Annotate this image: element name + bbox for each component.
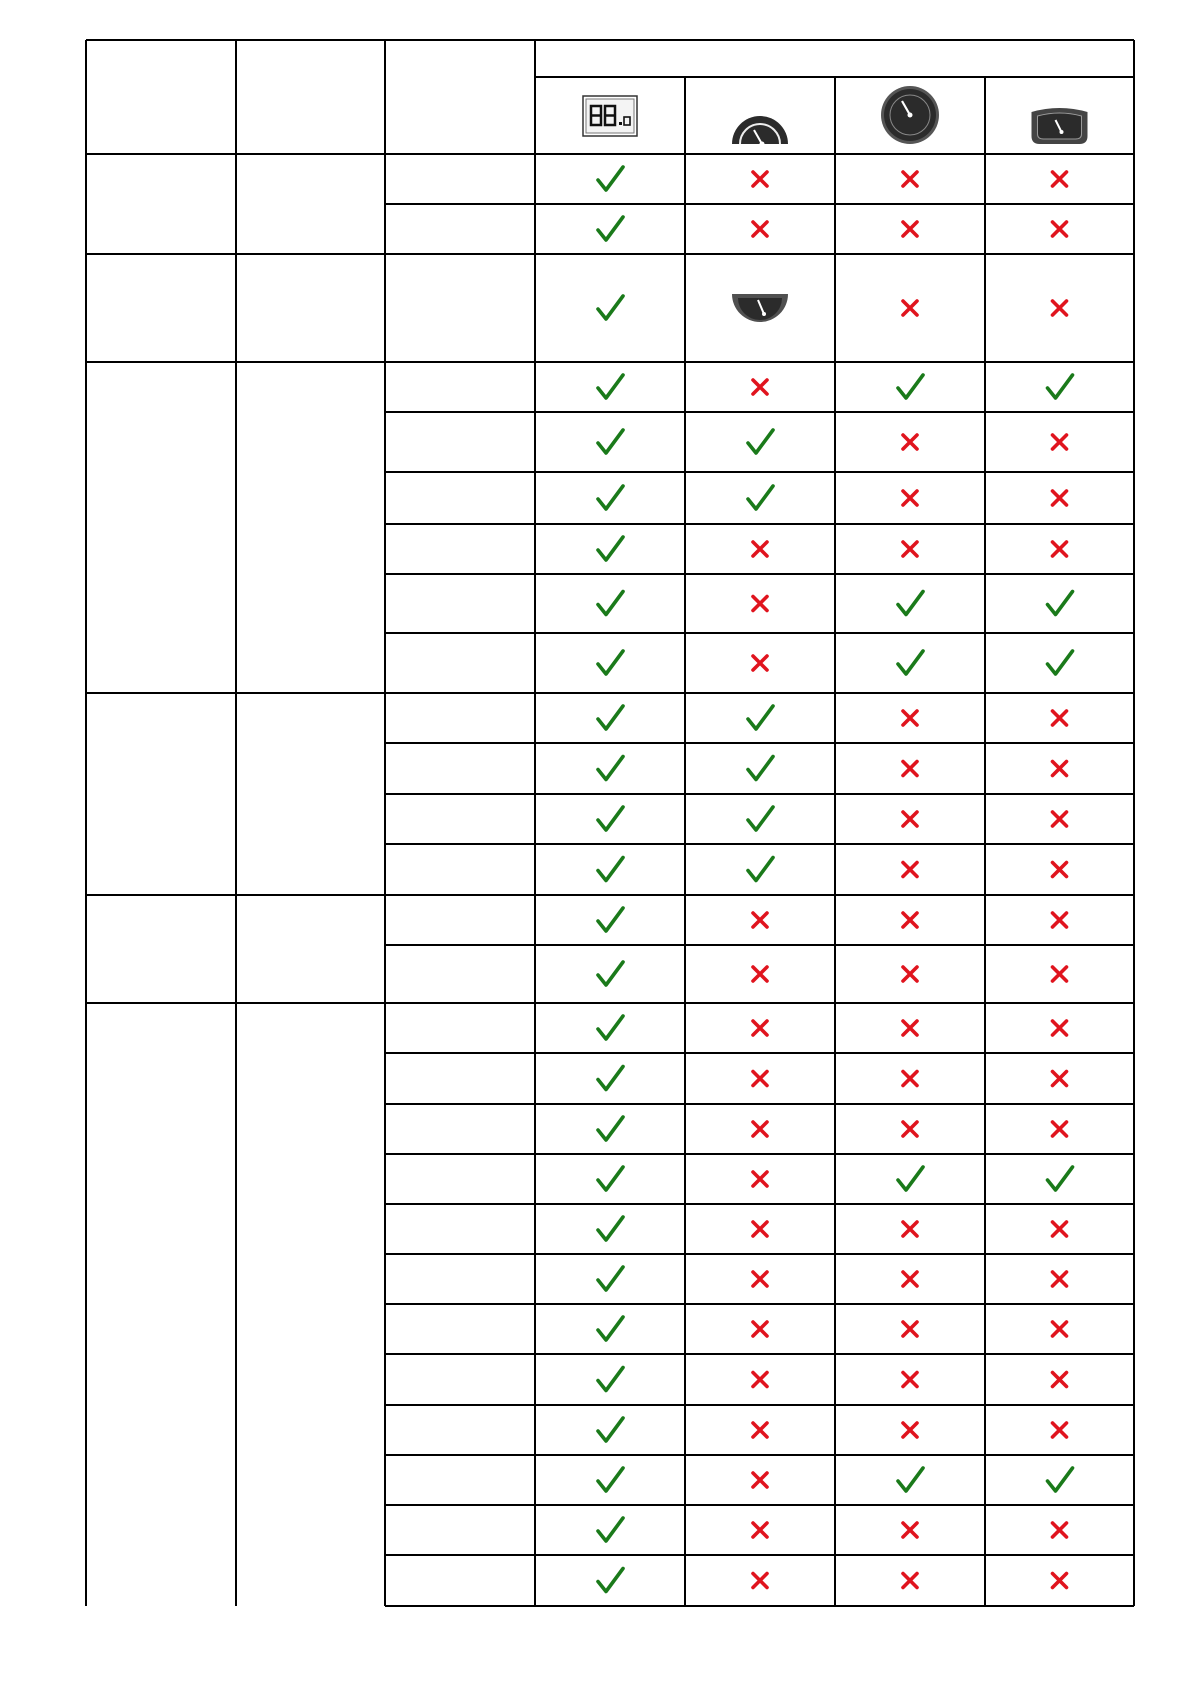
check-icon bbox=[598, 651, 623, 674]
cross-icon bbox=[753, 380, 767, 394]
cross-icon bbox=[753, 222, 767, 236]
cross-icon bbox=[753, 1272, 767, 1286]
cross-icon bbox=[1053, 542, 1067, 556]
cross-icon bbox=[903, 542, 917, 556]
cross-icon bbox=[1053, 1021, 1067, 1035]
cross-icon bbox=[1053, 967, 1067, 981]
cross-icon bbox=[903, 812, 917, 826]
cross-icon bbox=[1053, 812, 1067, 826]
cross-icon bbox=[903, 1021, 917, 1035]
cross-icon bbox=[903, 222, 917, 236]
cross-icon bbox=[753, 1322, 767, 1336]
check-icon bbox=[598, 167, 623, 190]
check-icon bbox=[598, 1468, 623, 1491]
cross-icon bbox=[1053, 1373, 1067, 1387]
cross-icon bbox=[1053, 762, 1067, 776]
cross-icon bbox=[903, 762, 917, 776]
check-icon bbox=[898, 1167, 923, 1190]
check-icon bbox=[748, 430, 773, 453]
check-icon bbox=[1048, 592, 1073, 615]
check-icon bbox=[598, 1067, 623, 1090]
cross-icon bbox=[903, 1373, 917, 1387]
cross-icon bbox=[1053, 1423, 1067, 1437]
check-icon bbox=[748, 807, 773, 830]
check-icon bbox=[598, 1167, 623, 1190]
cross-icon bbox=[1053, 1574, 1067, 1588]
cross-icon bbox=[903, 301, 917, 315]
check-icon bbox=[748, 858, 773, 881]
check-icon bbox=[598, 962, 623, 985]
check-icon bbox=[598, 1569, 623, 1592]
cross-icon bbox=[903, 491, 917, 505]
cross-icon bbox=[903, 1272, 917, 1286]
cross-icon bbox=[903, 863, 917, 877]
cross-icon bbox=[753, 542, 767, 556]
check-icon bbox=[598, 486, 623, 509]
cross-icon bbox=[903, 1523, 917, 1537]
check-icon bbox=[1048, 1167, 1073, 1190]
cross-icon bbox=[753, 967, 767, 981]
check-icon bbox=[598, 908, 623, 931]
cross-icon bbox=[1053, 863, 1067, 877]
cross-icon bbox=[753, 1122, 767, 1136]
cross-icon bbox=[1053, 711, 1067, 725]
cross-icon bbox=[903, 435, 917, 449]
check-icon bbox=[748, 706, 773, 729]
cross-icon bbox=[1053, 435, 1067, 449]
check-icon bbox=[748, 486, 773, 509]
cross-icon bbox=[903, 967, 917, 981]
check-icon bbox=[598, 757, 623, 780]
cross-icon bbox=[753, 1021, 767, 1035]
check-icon bbox=[598, 1117, 623, 1140]
cross-icon bbox=[1053, 172, 1067, 186]
cross-icon bbox=[1053, 1222, 1067, 1236]
cross-icon bbox=[1053, 1272, 1067, 1286]
check-icon bbox=[598, 537, 623, 560]
check-icon bbox=[1048, 651, 1073, 674]
cross-icon bbox=[903, 1423, 917, 1437]
cross-icon bbox=[1053, 491, 1067, 505]
cross-icon bbox=[753, 597, 767, 611]
round-gauge-icon bbox=[881, 86, 939, 144]
check-icon bbox=[598, 1368, 623, 1391]
check-icon bbox=[598, 858, 623, 881]
cross-icon bbox=[1053, 301, 1067, 315]
check-icon bbox=[748, 757, 773, 780]
cross-icon bbox=[753, 1574, 767, 1588]
cross-icon bbox=[753, 1523, 767, 1537]
half-round-gauge-icon bbox=[732, 116, 788, 147]
check-icon bbox=[1048, 1468, 1073, 1491]
check-icon bbox=[598, 1267, 623, 1290]
cross-icon bbox=[1053, 222, 1067, 236]
cross-icon bbox=[753, 913, 767, 927]
cross-icon bbox=[903, 1072, 917, 1086]
check-icon bbox=[598, 375, 623, 398]
cross-icon bbox=[753, 1172, 767, 1186]
check-icon bbox=[898, 375, 923, 398]
check-icon bbox=[898, 1468, 923, 1491]
cross-icon bbox=[1053, 1322, 1067, 1336]
check-icon bbox=[598, 706, 623, 729]
cross-icon bbox=[753, 172, 767, 186]
digital-display-icon bbox=[583, 96, 637, 136]
cross-icon bbox=[903, 913, 917, 927]
check-icon bbox=[598, 1317, 623, 1340]
cross-icon bbox=[753, 1373, 767, 1387]
cross-icon bbox=[903, 1122, 917, 1136]
cross-icon bbox=[753, 1072, 767, 1086]
check-icon bbox=[598, 592, 623, 615]
cross-icon bbox=[1053, 1122, 1067, 1136]
check-icon bbox=[898, 592, 923, 615]
check-icon bbox=[598, 1518, 623, 1541]
check-icon bbox=[598, 807, 623, 830]
check-icon bbox=[598, 217, 623, 240]
cross-icon bbox=[903, 1322, 917, 1336]
cross-icon bbox=[753, 1423, 767, 1437]
rectangular-gauge-icon bbox=[1032, 108, 1088, 144]
cross-icon bbox=[753, 1473, 767, 1487]
check-icon bbox=[598, 296, 623, 319]
bottom-half-gauge-icon bbox=[732, 294, 788, 322]
check-icon bbox=[598, 1418, 623, 1441]
cross-icon bbox=[903, 1222, 917, 1236]
check-icon bbox=[1048, 375, 1073, 398]
check-icon bbox=[598, 1217, 623, 1240]
check-icon bbox=[898, 651, 923, 674]
check-icon bbox=[598, 430, 623, 453]
cross-icon bbox=[1053, 913, 1067, 927]
cross-icon bbox=[1053, 1072, 1067, 1086]
cross-icon bbox=[903, 172, 917, 186]
cross-icon bbox=[1053, 1523, 1067, 1537]
cross-icon bbox=[753, 1222, 767, 1236]
cross-icon bbox=[753, 656, 767, 670]
cross-icon bbox=[903, 1574, 917, 1588]
cross-icon bbox=[903, 711, 917, 725]
check-icon bbox=[598, 1016, 623, 1039]
